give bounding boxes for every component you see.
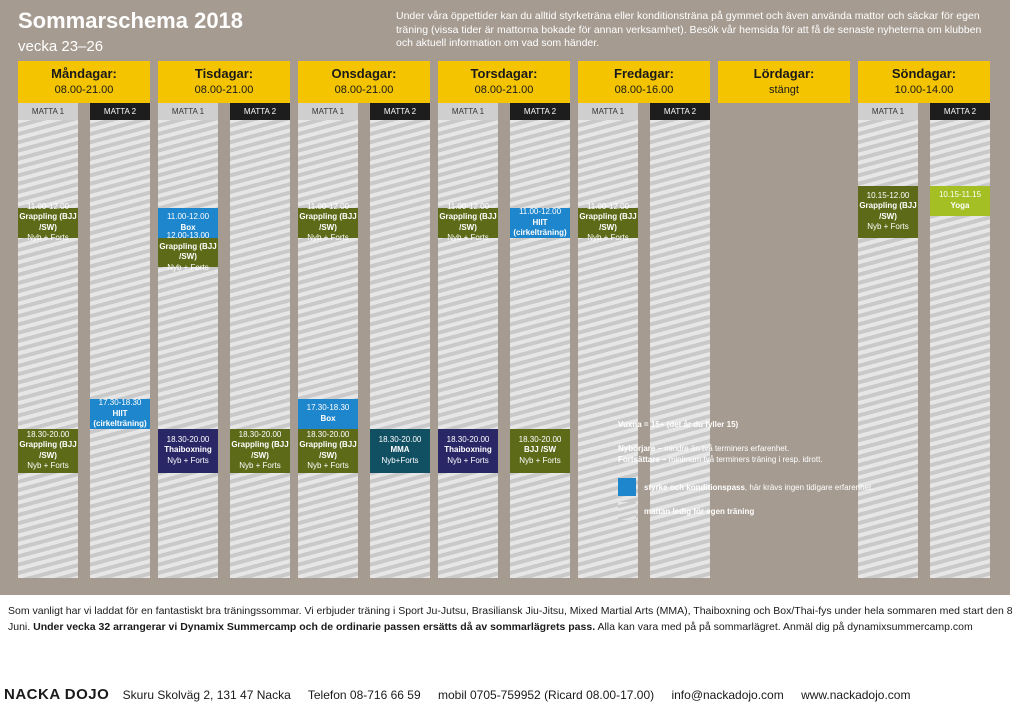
contact-email[interactable]: info@nackadojo.com [671, 688, 784, 702]
session-level: Nyb + Forts [587, 233, 629, 243]
day-column [18, 61, 150, 578]
session-time: 12.00-13.00 [166, 231, 210, 241]
session-title: Thaiboxning [444, 445, 492, 455]
session-block [158, 231, 218, 272]
mat-2-column [90, 103, 150, 578]
session-title: HIIT (cirkelträning) [93, 408, 147, 429]
mats-area [18, 103, 150, 578]
session-time: 11.00-12.00 [446, 201, 490, 211]
day-column [578, 61, 710, 578]
session-block [298, 201, 358, 243]
day-header [718, 61, 850, 103]
session-title: Grappling (BJJ /SW) [439, 212, 497, 232]
session-block [90, 399, 150, 428]
legend-beginners [618, 444, 789, 453]
day-column [438, 61, 570, 578]
mat-2-label: MATTA 2 [510, 103, 570, 120]
session-block [858, 186, 918, 237]
session-title: Grappling (BJJ /SW) [299, 212, 357, 232]
mat-1-column [158, 103, 218, 578]
session-title: Grappling (BJJ /SW) [159, 241, 217, 262]
session-block [930, 186, 990, 215]
session-title: Box [320, 413, 336, 423]
day-column [718, 61, 850, 103]
legend-blue-suffix: , här krävs ingen tidigare erfarenhet. [744, 483, 874, 492]
page-title: Sommarschema 2018 [18, 8, 244, 33]
page-subtitle: vecka 23–26 [18, 38, 104, 55]
legend-advanced [618, 455, 823, 464]
contact-mobile: mobil 0705-759952 (Ricard 08.00-17.00) [437, 688, 655, 702]
session-block [158, 429, 218, 473]
mat-1-label: MATTA 1 [858, 103, 918, 120]
session-title: HIIT (cirkelträning) [513, 217, 567, 238]
day-hours: 08.00-21.00 [474, 84, 534, 96]
session-level: Nyb + Forts [167, 262, 209, 272]
session-level: Nyb + Forts [239, 461, 281, 471]
session-block [18, 429, 78, 473]
day-column [298, 61, 430, 578]
day-hours: 08.00-21.00 [194, 84, 254, 96]
day-header [858, 61, 990, 103]
footer-bold: Under vecka 32 arrangerar vi Dynamix Summercamp och de ordinarie passen ersätts då av sommarlägrets pass. [33, 620, 596, 633]
session-time: 11.00-12.00 [586, 201, 630, 211]
mat-2-label: MATTA 2 [90, 103, 150, 120]
session-level: Nyb+Forts [381, 455, 419, 465]
session-title: Grappling (BJJ /SW) [19, 440, 77, 460]
day-name: Fredagar: [614, 66, 674, 81]
session-block [438, 429, 498, 473]
session-time: 18.30-20.00 [166, 434, 210, 444]
session-title: Box [180, 222, 196, 232]
session-level: Nyb + Forts [307, 233, 349, 243]
mat-2-column [930, 103, 990, 578]
session-level: Nyb + Forts [307, 461, 349, 471]
day-header [578, 61, 710, 103]
session-time: 18.30-20.00 [306, 429, 350, 439]
mat-1-label: MATTA 1 [578, 103, 638, 120]
day-hours: 08.00-21.00 [334, 84, 394, 96]
day-header [158, 61, 290, 103]
mat-2-column [230, 103, 290, 578]
contact-address: Skuru Skolväg 2, 131 47 Nacka [122, 688, 291, 702]
day-name: Onsdagar: [331, 66, 397, 81]
mats-area [438, 103, 570, 578]
mat-1-label: MATTA 1 [158, 103, 218, 120]
footer-text-1: Som vanligt har vi laddat för en fantastiskt bra träningssommar. Vi erbjuder träning i Sport Ju-Jutsu, Brasiliansk Jiu-Jitsu, Mixed Martial Arts (MMA), Thaiboxning och Box/Thai-fys under hela sommaren med start den 8 Juni. [8, 605, 1013, 633]
session-level: Nyb + Forts [167, 455, 209, 465]
intro-text: Under våra öppettider kan du alltid styrketräna eller konditionsträna på gymmet och även använda mattor och säckar för egen träning (vissa tider är mattorna bokade för annan verksamhet). Besök vår hemsida för att få de senaste nyheterna om klubben och aktuell information om vad som händer. [396, 10, 982, 50]
day-column [858, 61, 990, 578]
session-block [510, 208, 570, 237]
mat-2-label: MATTA 2 [650, 103, 710, 120]
legend-advanced-label: Fortsättare – [618, 455, 667, 464]
session-title: Grappling (BJJ /SW) [859, 201, 917, 221]
session-time: 18.30-20.00 [518, 434, 562, 444]
mats-area [158, 103, 290, 578]
legend-mat-swatch [618, 502, 636, 520]
mat-1-column [438, 103, 498, 578]
session-level: Nyb + Forts [447, 455, 489, 465]
day-hours: stängt [769, 84, 799, 96]
mat-1-column [858, 103, 918, 578]
day-name: Tisdagar: [194, 66, 254, 81]
mats-area [858, 103, 990, 578]
session-time: 18.30-20.00 [26, 429, 70, 439]
legend-mat-text: mattan ledig för egen träning [644, 507, 755, 516]
mat-2-column [370, 103, 430, 578]
footer-text [8, 604, 1013, 636]
day-name: Lördagar: [753, 66, 815, 81]
session-level: Nyb + Forts [27, 461, 69, 471]
contact-web[interactable]: www.nackadojo.com [801, 688, 911, 702]
session-time: 10.15-12.00 [866, 190, 910, 200]
session-level: Nyb + Forts [447, 233, 489, 243]
footer-text-2: Alla kan vara med på på sommarlägret. Anmäl dig på dynamixsummercamp.com [595, 620, 973, 633]
brand-logo: NACKA DOJO [4, 686, 110, 703]
mat-1-column [18, 103, 78, 578]
session-block [298, 429, 358, 473]
day-header [298, 61, 430, 103]
session-time: 18.30-20.00 [238, 429, 282, 439]
session-title: BJJ /SW [523, 445, 556, 455]
day-hours: 08.00-21.00 [54, 84, 114, 96]
session-block [578, 201, 638, 243]
session-block [230, 429, 290, 473]
session-time: 11.00-12.00 [518, 207, 562, 217]
mat-1-label: MATTA 1 [438, 103, 498, 120]
session-title: Grappling (BJJ /SW) [579, 212, 637, 232]
session-time: 10.15-11.15 [938, 190, 982, 200]
mat-2-label: MATTA 2 [930, 103, 990, 120]
session-title: Grappling (BJJ /SW) [19, 212, 77, 232]
mat-2-column [510, 103, 570, 578]
day-header [438, 61, 570, 103]
session-block [438, 201, 498, 243]
session-block [298, 399, 358, 428]
legend-blue-swatch [618, 478, 636, 496]
session-title: Grappling (BJJ /SW) [299, 440, 357, 460]
session-block [510, 429, 570, 473]
legend-beginners-label: Nybörjare – [618, 444, 663, 453]
session-block [370, 429, 430, 473]
contact-bar [4, 686, 910, 703]
mat-1-label: MATTA 1 [298, 103, 358, 120]
session-title: MMA [390, 445, 410, 455]
day-name: Måndagar: [51, 66, 117, 81]
session-title: Grappling (BJJ /SW) [231, 440, 289, 460]
day-name: Torsdagar: [470, 66, 538, 81]
session-level: Nyb + Forts [867, 222, 909, 232]
mat-2-label: MATTA 2 [230, 103, 290, 120]
mat-1-column [298, 103, 358, 578]
session-time: 18.30-20.00 [446, 434, 490, 444]
session-level: Nyb + Forts [27, 233, 69, 243]
session-block [18, 201, 78, 243]
session-title: Yoga [950, 200, 970, 210]
day-hours: 08.00-16.00 [614, 84, 674, 96]
session-time: 18.30-20.00 [378, 434, 422, 444]
session-time: 11.00-12.00 [306, 201, 350, 211]
mat-1-label: MATTA 1 [18, 103, 78, 120]
session-time: 11.00-12.00 [26, 201, 70, 211]
session-time: 17.30-18.30 [98, 398, 142, 408]
mat-2-label: MATTA 2 [370, 103, 430, 120]
session-time: 17.30-18.30 [306, 403, 350, 413]
day-header [18, 61, 150, 103]
mats-area [298, 103, 430, 578]
legend-adults: Vuxna = 15+ (det år du fyller 15) [618, 420, 739, 429]
session-level: Nyb + Forts [519, 455, 561, 465]
legend-blue-text: styrke och konditionspass [644, 483, 745, 492]
session-time: 11.00-12.00 [166, 212, 210, 222]
day-hours: 10.00-14.00 [894, 84, 954, 96]
legend-advanced-text: minimum två terminers träning i resp. idrott. [666, 455, 823, 464]
contact-phone: Telefon 08-716 66 59 [307, 688, 421, 702]
legend-beginners-text: mindre än två terminers erfarenhet. [662, 444, 790, 453]
legend-blue [644, 483, 873, 492]
day-name: Söndagar: [891, 66, 957, 81]
session-title: Thaiboxning [164, 445, 212, 455]
day-column [158, 61, 290, 578]
